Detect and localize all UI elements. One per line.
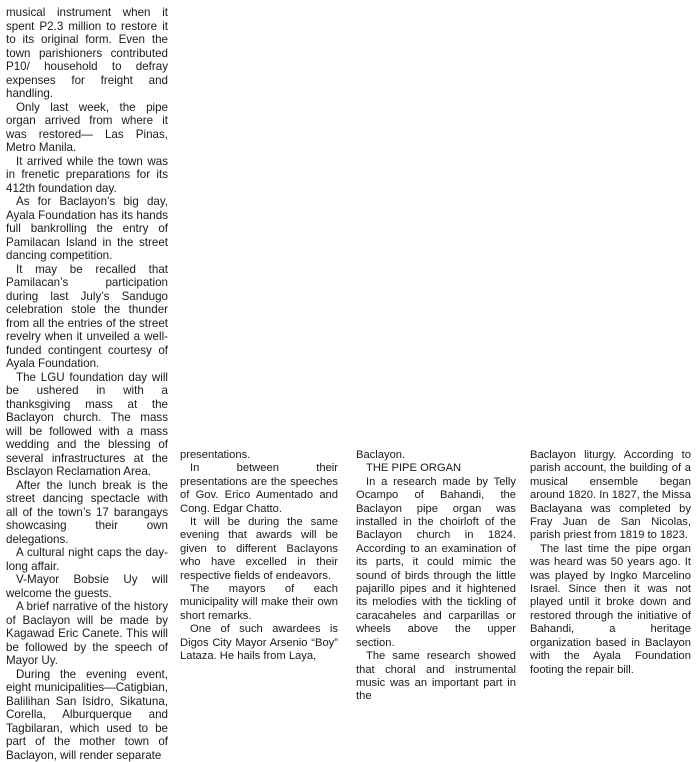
paragraph: It may be recalled that Pamilacan’s participation during last July’s Sandugo celebration stole the thunder from all the entries of the street revelry when it unveiled a well-funded contingent courtesy of Ayala Foundation. — [6, 263, 168, 371]
paragraph: One of such awardees is Digos City Mayor Arsenio “Boy” Lataza. He hails from Laya, — [180, 623, 338, 663]
paragraph: musical instrument when it spent P2.3 million to restore it to its original form. Even the town parishioners contributed P10/ household to defray expenses for freight and handling. — [6, 6, 168, 101]
article-column-3 — [356, 449, 516, 704]
paragraph: During the evening event, eight municipalities—Catigbian, Balilihan San Isidro, Sikatuna, Corella, Alburquerque and Tagbilaran, which used to be part of the mother town of Baclayon, will render separate — [6, 668, 168, 762]
paragraph: The mayors of each municipality will make their own short remarks. — [180, 583, 338, 623]
paragraph: The LGU foundation day will be ushered in with a thanksgiving mass at the Baclayon church. The mass will be followed with a mass wedding and the blessing of several infrastructures at the Bsclayon Reclamation Area. — [6, 371, 168, 479]
paragraph: Baclayon liturgy. According to parish account, the building of a musical ensemble began around 1820. In 1827, the Missa Baclayana was completed by Fray Juan de San Nicolas, parish priest from 1819 to 1823. — [530, 449, 691, 543]
paragraph: Baclayon. — [356, 449, 516, 462]
paragraph: A cultural night caps the day-long affair. — [6, 546, 168, 573]
article-column-4 — [530, 449, 691, 677]
section-subhead: THE PIPE ORGAN — [356, 462, 516, 475]
paragraph: V-Mayor Bobsie Uy will welcome the guests. — [6, 573, 168, 600]
paragraph: As for Baclayon’s big day, Ayala Foundation has its hands full bankrolling the entry of Pamilacan Island in the street dancing competition. — [6, 195, 168, 263]
paragraph: Only last week, the pipe organ arrived from where it was restored— Las Pinas, Metro Manila. — [6, 101, 168, 155]
paragraph: It arrived while the town was in frenetic preparations for its 412th foundation day. — [6, 155, 168, 196]
paragraph: The last time the pipe organ was heard was 50 years ago. It was played by Ingko Marcelino Israel. Since then it was not played until it broke down and restored through the initiative of Bahandi, a heritage organization based in Baclayon with the Ayala Foundation footing the repair bill. — [530, 543, 691, 677]
paragraph: A brief narrative of the history of Baclayon will be made by Kagawad Eric Canete. This will be followed by the speech of Mayor Uy. — [6, 600, 168, 668]
paragraph: presentations. — [180, 449, 338, 462]
paragraph: After the lunch break is the street dancing spectacle with all of the town’s 17 barangays showcasing their own delegations. — [6, 479, 168, 547]
article-column-1 — [6, 6, 168, 762]
paragraph: In between their presentations are the speeches of Gov. Erico Aumentado and Cong. Edgar Chatto. — [180, 462, 338, 516]
article-column-2 — [180, 449, 338, 664]
paragraph: The same research showed that choral and instrumental music was an important part in the — [356, 650, 516, 704]
paragraph: In a research made by Telly Ocampo of Bahandi, the Baclayon pipe organ was installed in the choirloft of the Baclayon church in 1824. According to an examination of its parts, it could mimic the sound of birds through the little pajarillo pipes and it hightened its melodies with the tickling of caracaheles and carparillas or wheels above the upper section. — [356, 476, 516, 650]
paragraph: It will be during the same evening that awards will be given to different Baclayons who have excelled in their respective fields of endeavors. — [180, 516, 338, 583]
